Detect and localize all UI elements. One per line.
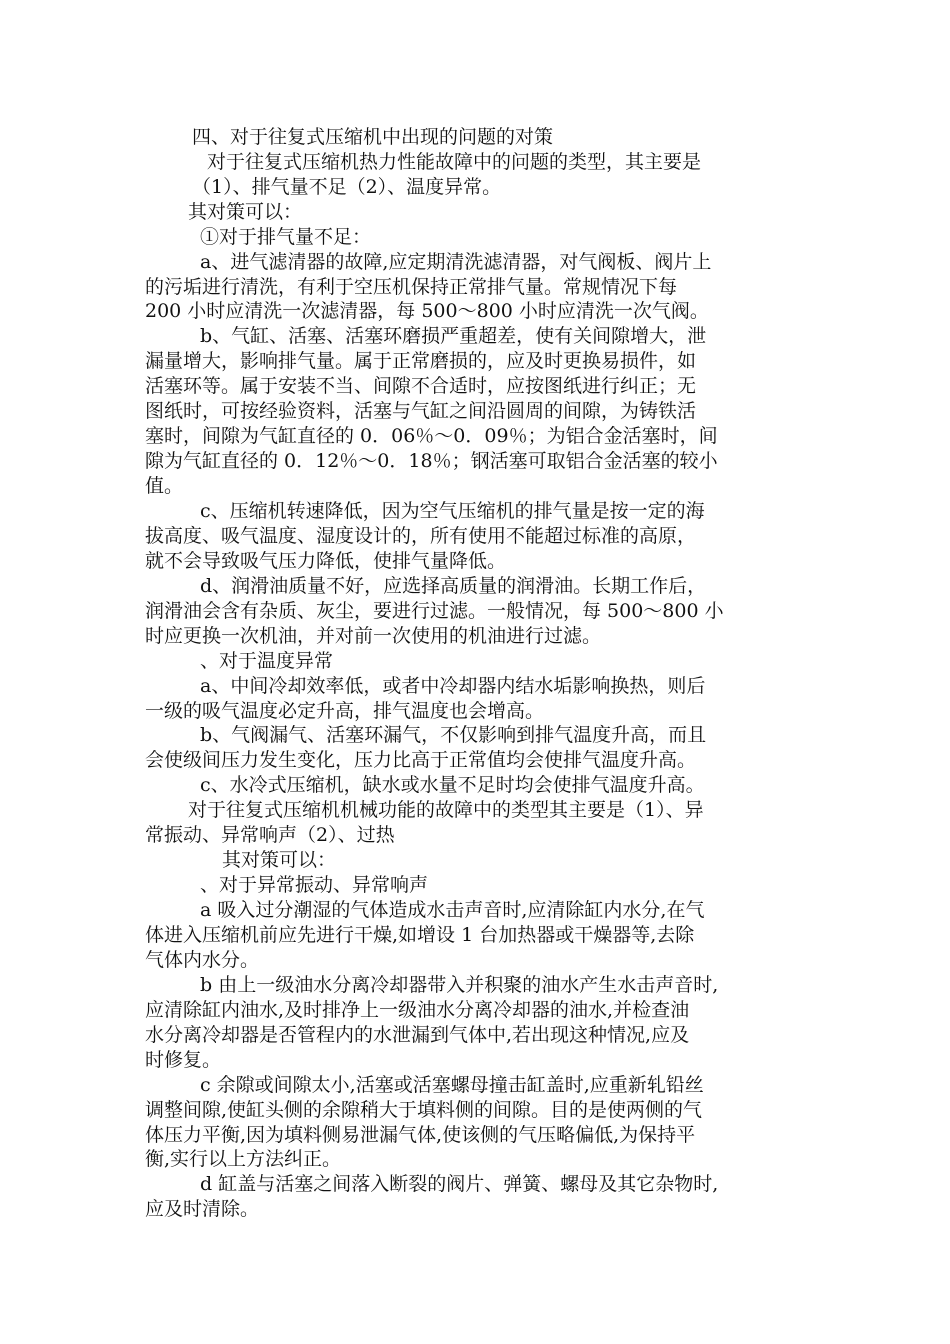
text-line: b 由上一级油水分离冷却器带入并积聚的油水产生水击声音时, bbox=[200, 974, 719, 996]
text-line: 体进入压缩机前应先进行干燥,如增设 1 台加热器或干燥器等,去除 bbox=[145, 924, 695, 946]
text-line: 对于往复式压缩机机械功能的故障中的类型其主要是（1）、异 bbox=[188, 799, 704, 821]
text-line: d 缸盖与活塞之间落入断裂的阀片、弹簧、螺母及其它杂物时, bbox=[200, 1173, 719, 1195]
text-line: 200 小时应清洗一次滤清器，每 500～800 小时应清洗一次气阀。 bbox=[145, 300, 709, 322]
text-line: 应清除缸内油水,及时排净上一级油水分离冷却器的油水,并检查油 bbox=[145, 999, 690, 1021]
text-line: 时应更换一次机油，并对前一次使用的机油进行过滤。 bbox=[145, 625, 602, 647]
text-line: a、进气滤清器的故障,应定期清洗滤清器，对气阀板、阀片上 bbox=[200, 251, 712, 273]
section-heading: 四、对于往复式压缩机中出现的问题的对策 bbox=[192, 126, 554, 148]
text-line: c、压缩机转速降低，因为空气压缩机的排气量是按一定的海 bbox=[200, 500, 705, 522]
subheading: 、对于异常振动、异常响声 bbox=[200, 874, 429, 896]
text-line: 隙为气缸直径的 0．12％～0．18％；钢活塞可取铝合金活塞的较小 bbox=[145, 450, 718, 472]
subheading: 、对于温度异常 bbox=[200, 650, 334, 672]
text-line: 体压力平衡,因为填料侧易泄漏气体,使该侧的气压略偏低,为保持平 bbox=[145, 1124, 696, 1146]
text-line: 应及时清除。 bbox=[145, 1198, 260, 1220]
text-line: （1）、排气量不足（2）、温度异常。 bbox=[192, 176, 502, 198]
text-line: 衡,实行以上方法纠正。 bbox=[145, 1148, 342, 1170]
text-line: a 吸入过分潮湿的气体造成水击声音时,应清除缸内水分,在气 bbox=[200, 899, 705, 921]
text-line: 漏量增大，影响排气量。属于正常磨损的，应及时更换易损件，如 bbox=[145, 350, 697, 372]
text-line: 的污垢进行清洗，有利于空压机保持正常排气量。常规情况下每 bbox=[145, 276, 678, 298]
text-line: 就不会导致吸气压力降低，使排气量降低。 bbox=[145, 550, 507, 572]
text-line: 拔高度、吸气温度、湿度设计的，所有使用不能超过标准的高原， bbox=[145, 525, 697, 547]
text-line: 润滑油会含有杂质、灰尘，要进行过滤。一般情况，每 500～800 小 bbox=[145, 600, 724, 622]
text-line: 水分离冷却器是否管程内的水泄漏到气体中,若出现这种情况,应及 bbox=[145, 1024, 690, 1046]
text-line: 常振动、异常响声（2）、过热 bbox=[145, 824, 395, 846]
text-line: c、水冷式压缩机，缺水或水量不足时均会使排气温度升高。 bbox=[200, 774, 705, 796]
text-line: b、气缸、活塞、活塞环磨损严重超差，使有关间隙增大，泄 bbox=[200, 325, 707, 347]
text-line: 气体内水分。 bbox=[145, 949, 260, 971]
text-line: 一级的吸气温度必定升高，排气温度也会增高。 bbox=[145, 700, 545, 722]
text-line: 图纸时，可按经验资料，活塞与气缸之间沿圆周的间隙，为铸铁活 bbox=[145, 400, 697, 422]
text-line: 值。 bbox=[145, 475, 184, 497]
subheading: ①对于排气量不足： bbox=[200, 226, 372, 248]
text-line: c 余隙或间隙太小,活塞或活塞螺母撞击缸盖时,应重新轧铅丝 bbox=[200, 1074, 704, 1096]
text-line: 塞时，间隙为气缸直径的 0．06％～0．09％；为铝合金活塞时，间 bbox=[145, 425, 718, 447]
text-line: 调整间隙,使缸头侧的余隙稍大于填料侧的间隙。目的是使两侧的气 bbox=[145, 1099, 703, 1121]
text-line: b、气阀漏气、活塞环漏气，不仅影响到排气温度升高，而且 bbox=[200, 724, 707, 746]
text-line: 其对策可以： bbox=[222, 849, 337, 871]
text-line: 会使级间压力发生变化，压力比高于正常值均会使排气温度升高。 bbox=[145, 749, 697, 771]
text-line: 活塞环等。属于安装不当、间隙不合适时，应按图纸进行纠正；无 bbox=[145, 375, 697, 397]
text-line: 其对策可以： bbox=[188, 201, 303, 223]
text-line: 时修复。 bbox=[145, 1049, 222, 1071]
text-line: d、润滑油质量不好，应选择高质量的润滑油。长期工作后， bbox=[200, 575, 707, 597]
text-line: a、中间冷却效率低，或者中冷却器内结水垢影响换热，则后 bbox=[200, 675, 706, 697]
text-line: 对于往复式压缩机热力性能故障中的问题的类型，其主要是 bbox=[207, 151, 702, 173]
